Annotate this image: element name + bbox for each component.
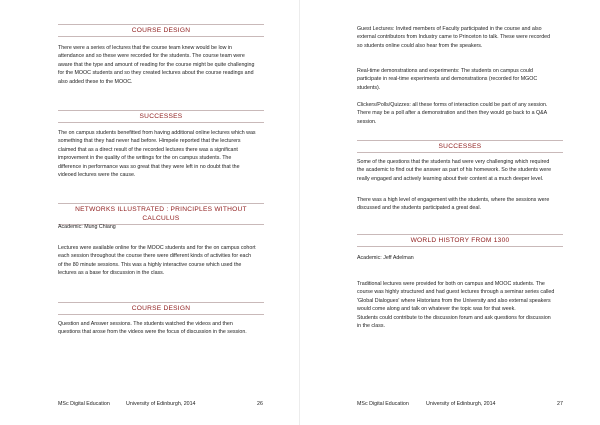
clickers-paragraph: Clickers/Polls/Quizzes: all these forms of interaction could be part of any session. There may be a poll after a demonstration and then they would go back to a Q&A session. bbox=[357, 102, 548, 125]
world-history-paragraph: Traditional lectures were provided for both on campus and MOOC students. The course was highly structured and had guest lectures through a seminar series called 'Global Dialogues' where Historians from the University and also external speakers would come along and talk on whatever the topic was for that week. Students could contribute to the discussion forum and ask questions for discussion in the class. bbox=[357, 281, 555, 330]
course-design-paragraph: There were a series of lectures that the course team knew would be low in attendance and so these were recorded for the students. The course team were aware that the type and amount of reading for the course might be quite challenging for the MOOC students and so they created lectures about the course readings and also added these to the MOOC. bbox=[58, 45, 255, 85]
heading-rule-top bbox=[357, 234, 563, 235]
successes-paragraph-1: Some of the questions that the students had were very challenging which required the academic to find out the answer as part of his homework. So the students were really engaged and actively learning about their content at a much deeper level. bbox=[357, 159, 552, 182]
heading-rule-bottom bbox=[357, 152, 563, 153]
successes-paragraph: The on campus students benefitted from having additional online lectures which was something that they had never had before. Himpele reported that the lecturers claimed that as a direct result of the recorded lectures there was a significant improvement in the quality of the writings for the on campus students. The difference in performance was so great that they were left in no doubt that the videoed lectures were the cause. bbox=[58, 130, 256, 179]
heading-text: COURSE DESIGN bbox=[131, 305, 191, 312]
heading-rule-top bbox=[357, 140, 563, 141]
world-history-academic: Academic: Jeff Adelman bbox=[357, 255, 414, 261]
section-heading-course-design-2 bbox=[58, 302, 264, 315]
successes-paragraph-2: There was a high level of engagement with the students, where the sessions were discussed and the students participated a great deal. bbox=[357, 197, 550, 212]
heading-text: WORLD HISTORY FROM 1300 bbox=[410, 237, 510, 244]
footer-university: University of Edinburgh, 2014 bbox=[126, 401, 196, 407]
section-heading-world-history bbox=[357, 234, 563, 247]
heading-rule-top bbox=[58, 24, 264, 25]
heading-text: SUCCESSES bbox=[139, 113, 183, 120]
footer-program: MSc Digital Education bbox=[357, 401, 409, 407]
heading-rule-top bbox=[58, 302, 264, 303]
page-right bbox=[300, 0, 600, 425]
section-heading-networks-illustrated bbox=[58, 203, 264, 225]
heading-rule-top bbox=[58, 203, 264, 204]
heading-text: NETWORKS ILLUSTRATED : PRINCIPLES WITHOUT CALCULUS bbox=[75, 206, 247, 222]
heading-rule-bottom bbox=[58, 314, 264, 315]
footer-program: MSc Digital Education bbox=[58, 401, 110, 407]
networks-academic: Academic: Mung Chiang bbox=[58, 224, 116, 230]
heading-text: COURSE DESIGN bbox=[131, 27, 191, 34]
guest-lectures-paragraph: Guest Lectures: Invited members of Faculty participated in the course and also external contributors from Industry came to Princeton to talk. These were recorded so students online could also hear from the speakers. bbox=[357, 26, 551, 49]
section-heading-successes bbox=[357, 140, 563, 153]
heading-text: SUCCESSES bbox=[438, 143, 482, 150]
footer-university: University of Edinburgh, 2014 bbox=[426, 401, 496, 407]
section-heading-successes bbox=[58, 110, 264, 123]
page-number: 27 bbox=[557, 401, 563, 407]
course-design-2-paragraph: Question and Answer sessions. The students watched the videos and then questions that arose from the videos were the focus of discussion in the session. bbox=[58, 321, 247, 336]
section-heading-course-design bbox=[58, 24, 264, 37]
heading-rule-bottom bbox=[357, 246, 563, 247]
heading-rule-bottom bbox=[58, 36, 264, 37]
networks-paragraph: Lectures were available online for the MOOC students and for the on campus cohort each session throughout the course there were different kinds of activities for each of the 80 minute sessions. This was a highly interactive course which used the lectures as a base for discussion in the class. bbox=[58, 245, 256, 277]
heading-rule-bottom bbox=[58, 122, 264, 123]
heading-rule-top bbox=[58, 110, 264, 111]
realtime-paragraph: Real-time demonstrations and experiments: The students on campus could participate in real-time experiments and demonstrations (recorded for MGOC students). bbox=[357, 68, 538, 91]
page-number: 26 bbox=[257, 401, 263, 407]
